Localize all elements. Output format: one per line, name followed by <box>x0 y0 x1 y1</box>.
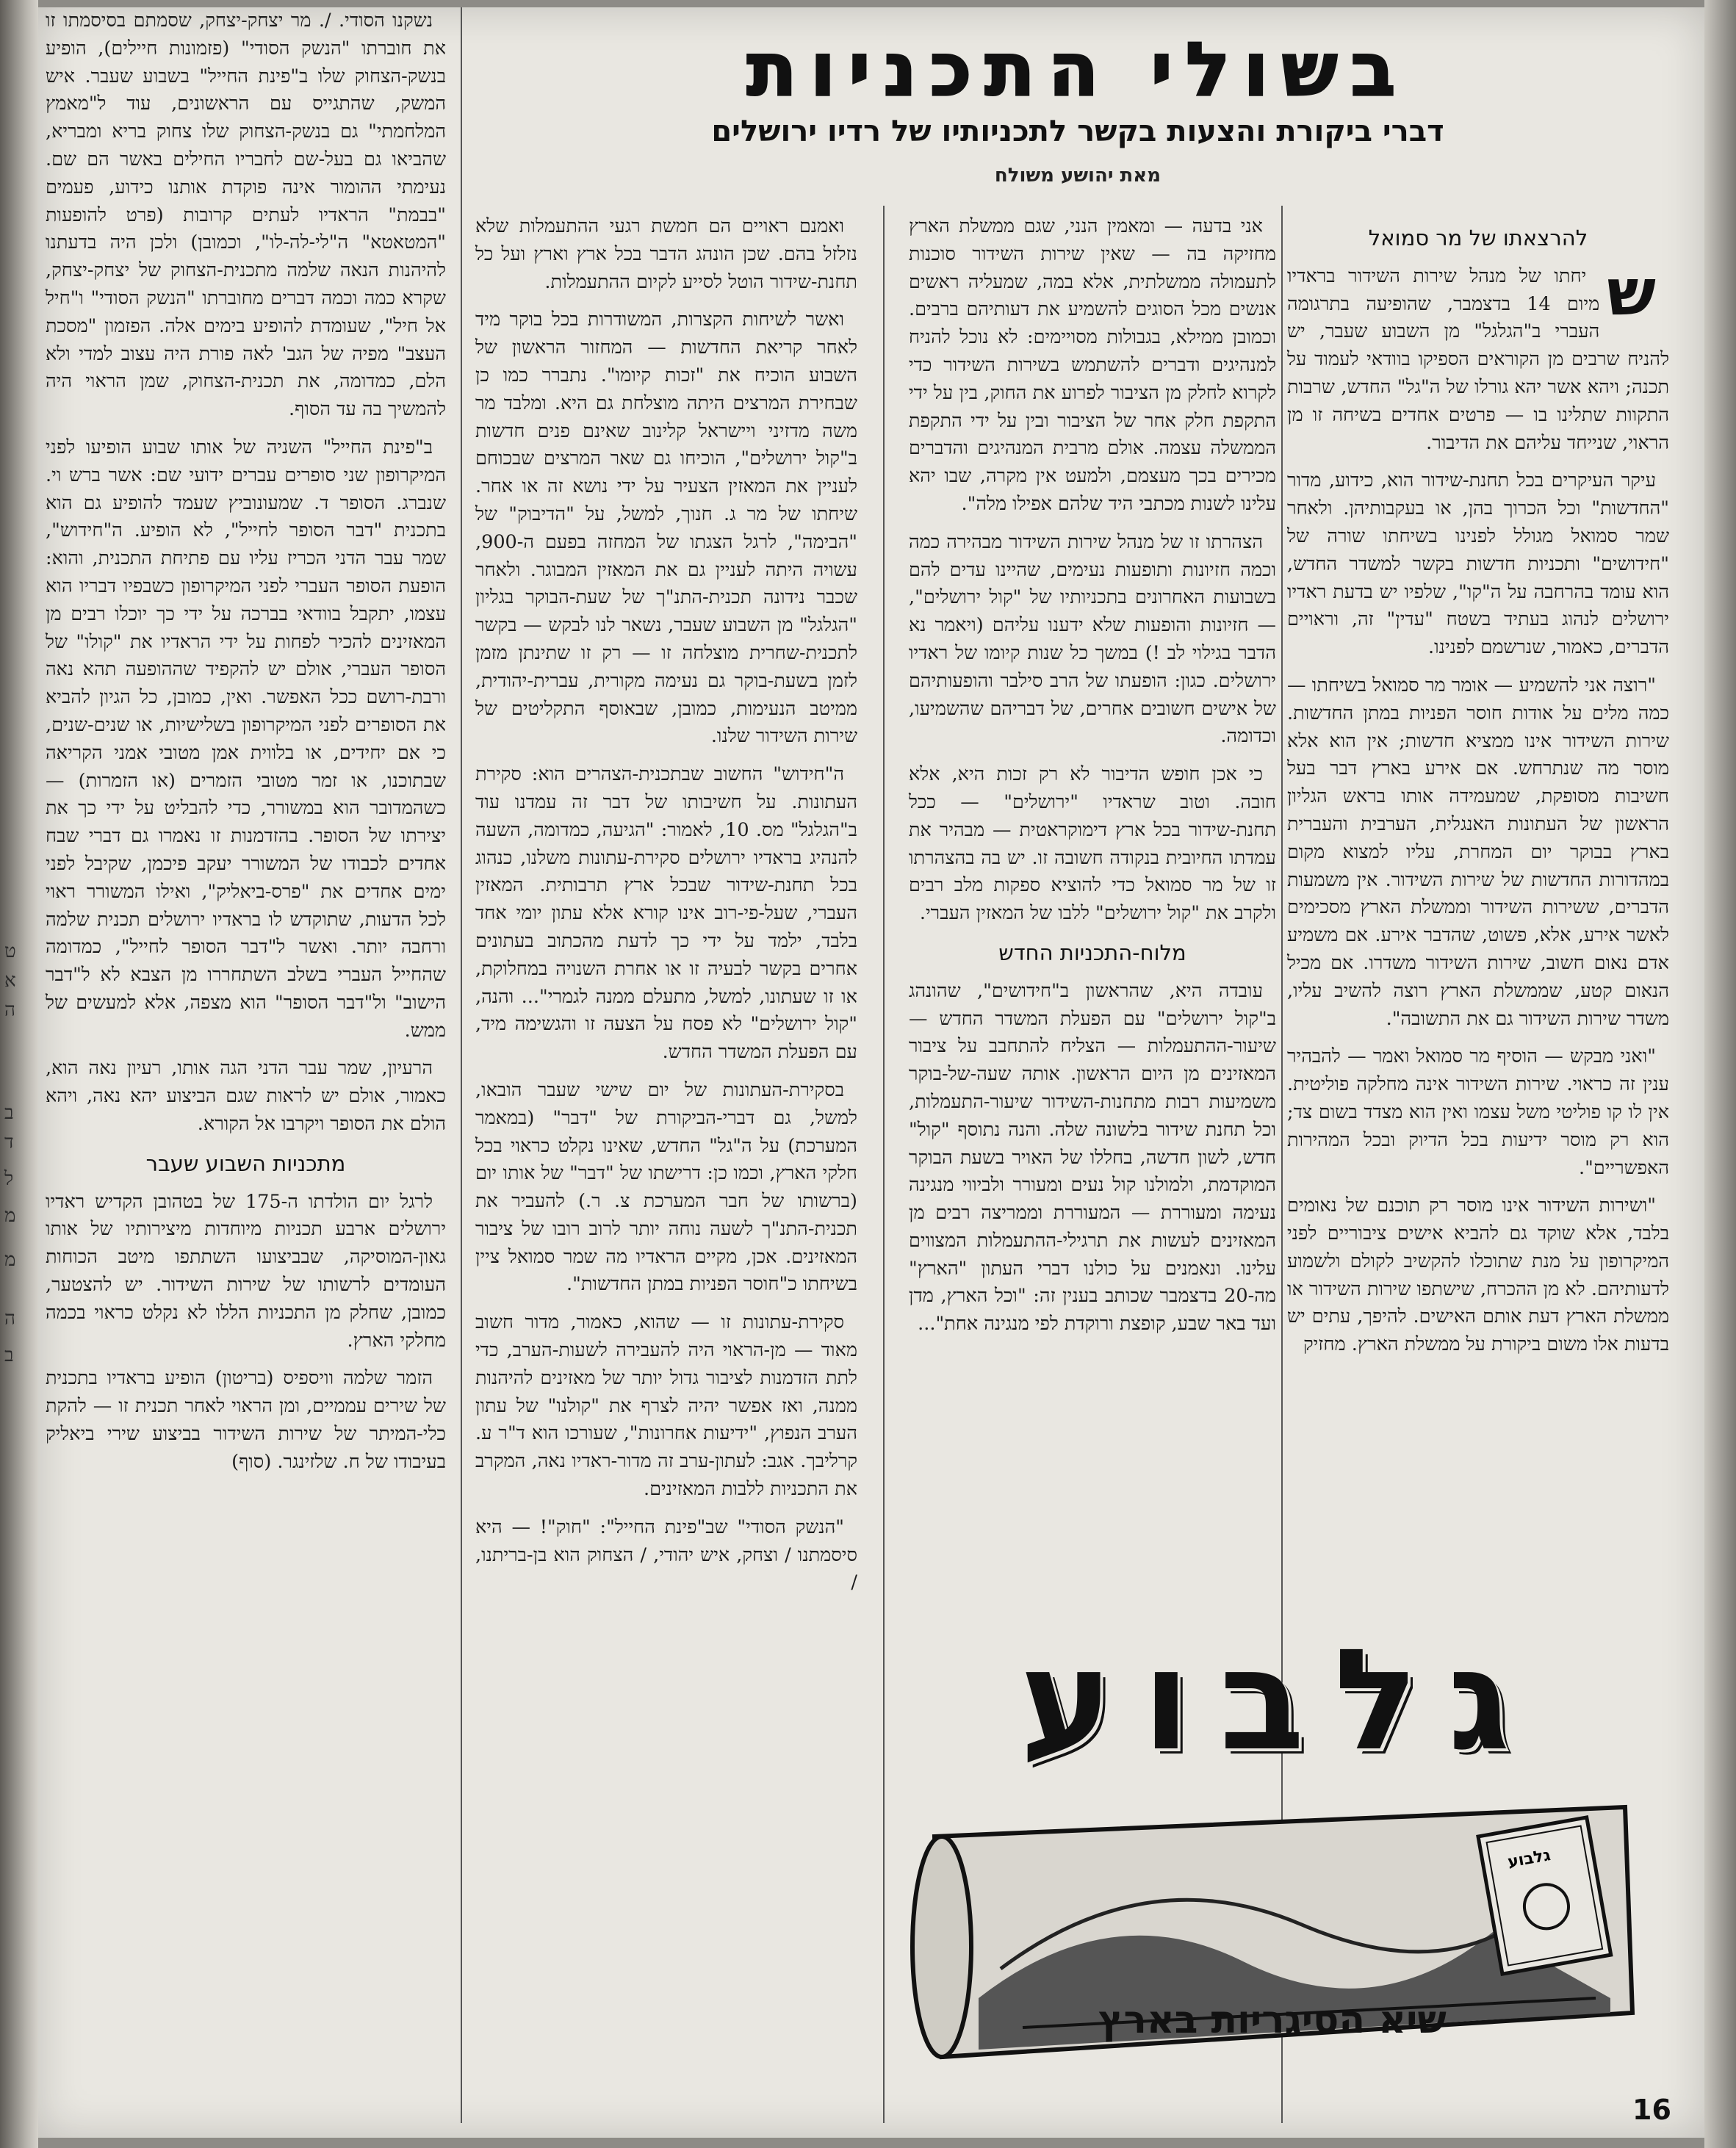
edge-fragment: מ <box>4 1205 16 1227</box>
section-heading: להרצאתו של מר סמואל <box>1368 226 1588 251</box>
paragraph: ה"חידוש" החשוב שבתכנית-הצהרים הוא: סקירת העתונות. על חשיבותו של דבר זה עמדנו עוד ב"הגלגל" מס. 10, לאמור: "הגיעה, כמדומה, השעה להנהיג בראדיו ירושלים סקירת-עתונות משלנו, כנהוג בכל תחנת-שידור שבכל ארץ תרבותית. המאזין העברי, שעל-פי-רוב אינו קורא אלא עתון יומי אחד בלבד, ילמד על ידי כך לדעת מהכתוב בעתונים אחרים בקשר לבעיה זו או אחרת השנויה במחלוקת, או זו שעתונו, למשל, מתעלם ממנה לגמרי"... והנה, "קול ירושלים" לא פסח על הצעה זו והגשימה מיד, עם הפעלת המשדר החדש. <box>475 763 857 1064</box>
paragraph: הזמר שלמה וויספיס (בריטון) הופיע בראדיו בתכנית של שירים עממיים, ומן הראוי לאחר תכנית זו — להקת כלי-המיתר של שירות השידור בביצוע שירי ביאליק בעיבודו של ח. שלזינגר. (סוף) <box>46 1367 446 1473</box>
paragraph: אני בדעה — ומאמין הנני, שגם ממשלת הארץ מחזיקה בה — שאין שירות השידור סוכנות לתעמולה ממשלתית, אלא במה, שמעליה ראשים אנשים מכל הסוגים להשמיע את דעותיהם ברבים. וכמובן ממילא, בגבולות מסויימים: לא נוכל להניח למנהיגים ודברים להשתמש בשירות השידור כדי לקרוא לחלק מן הציבור לפרוע את החוק, בין על ידי התקפת חלק אחר של הציבור ובין על ידי התקפת הממשלה עצמה. אולם מרבית המנהיגים והדברים מכירים בכך מעצמם, ולמעט אין מקרה, שבו יהא עלינו לשנות מכתבי היד שלהם אפילו מלה". <box>909 215 1276 515</box>
column-3 <box>475 213 857 1607</box>
paragraph: "ושירות השידור אינו מוסר רק תוכנם של נאומים בלבד, אלא שוקד גם להביא אישים ציבוריים לפני המיקרופון על מנת שתוכלו להקשיב לקולם ולשמוע לדעותיהם. לא מן ההכרח, שישתפו שירות השידור או ממשלת הארץ דעת אותם האישים. להיפך, עתים יש בדעות אלו משום ביקורת על ממשלת הארץ. מחזיק <box>1287 1194 1669 1356</box>
paragraph: ואמנם ראויים הם חמשת רגעי ההתעמלות שלא נזלזל בהם. שכן הונהג הדבר בכל ארץ וארץ ועל כל תחנת-שידור הוטל לסייע לקיום ההתעמלות. <box>475 215 857 293</box>
cigarette-advertisement <box>890 1616 1669 2094</box>
edge-fragment: ט <box>4 940 16 962</box>
magazine-page <box>38 7 1704 2138</box>
pack-label: גלבוע <box>1506 1846 1552 1872</box>
column-2 <box>909 213 1276 1349</box>
paragraph: עיקר העיקרים בכל תחנת-שידור הוא, כידוע, מדור "החדשות" וכל הכרוך בהן, או בעקבותיהן. ולאחר שמר סמואל מגולל לפנינו בשיחתו שורה של "חידושים" ותכניות חדשות בקשר למשדר החדש, הוא עומד בהרחבה על ה"קו", שלפיו יש בדעת ראדיו ירושלים לנהוג בעתיד בשטח "עדין" זה, וראויים הדברים, כאמור, שנרשמם לפנינו. <box>1287 469 1669 659</box>
paragraph: הצהרתו זו של מנהל שירות השידור מבהירה כמה וכמה חזיונות ותופעות נעימים, שהיינו עדים להם בשבועות האחרונים בתכניותיו של "קול ירושלים", — חזיונות והופעות שלא ידענו עליהם (ויאמר נא הדבר בגילוי לב !) במשך כל שנות קיומו של ראדיו ירושלים. כגון: הופעתו של הרב סילבר והופעותיהם של אישים חשובים אחרים, של דבריהם שהשמיעו, וכדומה. <box>909 530 1276 748</box>
paragraph: סקירת-עתונות זו — שהוא, כאמור, מדור חשוב מאוד — מן-הראוי היה להעבירה לשעות-הערב, כדי לתת הזדמנות לציבור גדול יותר של מאזינים להיהנות ממנה, ואז אפשר יהיה לצרף את "קולנו" של עתון הערב הנפוץ, "ידיעות אחרונות", שעורכו הוא ד"ר ע. קרליבך. אגב: לעתון-ערב זה מדור-ראדיו נאה, המקרב את התכניות ללבות המאזינים. <box>475 1311 857 1501</box>
edge-fragment: ב <box>4 1102 14 1124</box>
section-heading: מתכניות השבוע שעבר <box>145 1150 346 1176</box>
article-header <box>641 26 1515 187</box>
edge-fragment: ב <box>4 1344 14 1366</box>
drop-cap: ש <box>1607 253 1656 330</box>
paragraph: "הנשק הסודי" שב"פינת החייל": "חוק"! — היא סיסמתנו / וצחק, איש יהודי, / הצחוק הוא בן-בריתנו, / <box>475 1516 857 1594</box>
ad-slogan: שיא הסיגריות בארץ <box>1098 1998 1447 2042</box>
article-subtitle: דברי ביקורת והצעות בקשר לתכניותיו של רדיו ירושלים <box>711 115 1444 148</box>
previous-page-edge <box>0 0 38 2148</box>
column-1 <box>1287 213 1669 1369</box>
paragraph: בסקירת-העתונות של יום שישי שעבר הובאו, למשל, גם דברי-הביקורת של "דבר" (במאמר המערכת) על ה"גל" החדש, שאינו נקלט כראוי בכל חלקי הארץ, וכמו כן: דרישתו של "דבר" של אותו יום (ברשותו של חבר המערכת צ. ר.) להעביר את תכנית-התנ"ך לשעה נוחה יותר לרוב רובו של ציבור המאזינים. אכן, מקיים הראדיו מה שמר סמואל ציין בשיחתו כ"חוסר הפניות במתן החדשות". <box>475 1078 857 1296</box>
section-heading: מלוח-התכניות החדש <box>998 940 1186 965</box>
column-divider <box>461 7 462 2123</box>
edge-fragment: ד <box>4 1131 14 1153</box>
paragraph: ואשר לשיחות הקצרות, המשודרות בכל בוקר מיד לאחר קריאת החדשות — המחזור הראשון של השבוע הוכיח את "זכות קיומו". נתברר כמו כן שבחירת המרצים היתה מוצלחת גם היא. ומלבד מר משה מדזיני ויישראל קלינוב שאינם פנים חדשות ב"קול ירושלים", הוכיחו גם שאר המרצים שבכוחם לעניין את המאזין הצעיר על ידי נושא זה או אחר. שיחתו של מר ג. חנוך, למשל, על "הדיבוק" של "הבימה", לרגל הצגתו של המחזה בפעם ה-900, עשויה היתה לעניין גם את המאזין המבוגר. ולאחר שכבר נידונה תכנית-התנ"ך של שעת-הבוקר בגליון "הגלגל" מן השבוע שעבר, נשאר לנו לבקש — בקשר לתכנית-שחרית מוצלחה זו — רק זו שתינתן מזמן לזמן בשעת-בוקר גם נעימה מקורית, עברית-יהודית, ממיטב הנעימות, כמובן, שבאוסף התקליטים של שירות השידור שלנו. <box>475 309 857 748</box>
article-byline: מאת יהושע משולח <box>994 165 1161 187</box>
paragraph: לרגל יום הולדתו ה-175 של בטהובן הקדיש ראדיו ירושלים ארבע תכניות מיוחדות מיצירותיו של אותו גאון-המוסיקה, שבביצועו השתתפו מיטב הכוחות העומדים לרשותו של שירות השידור. יש להצטער, כמובן, שחלק מן התכניות הללו לא נקלט כראוי בכמה מחלקי הארץ. <box>46 1190 446 1352</box>
edge-fragment: ה <box>4 1308 15 1330</box>
edge-fragment: א <box>4 970 16 992</box>
edge-fragment: ל <box>4 1168 14 1190</box>
binding-edge <box>1704 0 1736 2148</box>
column-4 <box>46 7 446 1487</box>
column-divider <box>883 206 885 2123</box>
article-title: בשולי התכניות <box>746 26 1409 112</box>
paragraph: עובדה היא, שהראשון ב"חידושים", שהונהג ב"קול ירושלים" עם הפעלת המשדר החדש — שיעור-ההתעמלות — הצליח להתחבב על ציבור המאזינים מן היום הראשון. אותה שעה-של-בוקר משמיעות רבות מתחנות-השידור שיעור-התעמלות, וכל תחנת שידור בלשונה שלה. והנה נתוסף "קול" חדש, לשון חדשה, בחללו של האויר בשעת הבוקר המוקדמת, ולמולנו קול נעים ומעורר ולביווי מנגינה נעימה ומעוררת — המעוררת וממריצה רבים מן המאזינים לעשות את תרגילי-ההתעמלות המצווים עלינו. ונאמנים על כולנו דברי העתון "הארץ" מה-20 בדצמבר שכותב בענין זה: "וכל הארץ, מדן ועד באר שבע, קופצת ורוקדת לפי מנגינה אחת"... <box>909 979 1276 1336</box>
cigarette-pack <box>1478 1817 1611 1974</box>
edge-fragment: מ <box>4 1249 16 1271</box>
paragraph: "ואני מבקש — הוסיף מר סמואל ואמר — להבהיר ענין זה כראוי. שירות השידור אינה מחלקה פוליטית. אין לו קו פוליטי משל עצמו ואין הוא מצדד בשום צד; הוא רק מוסר ידיעות בכל הדיוק ובכל המהירות האפשריים". <box>1287 1045 1669 1179</box>
paragraph: יחתו של מנהל שירות השידור בראדיו מיום 14 בדצמבר, שהופיעה בתרגומה העברי ב"הגלגל" מן השבוע שעבר, יש להניח שרבים מן הקוראים הספיקו בוודאי לעמוד על תכנה; ויהא אשר יהא גורלו של ה"גל" החדש, שרבות התקוות שתלינו בו — פרטים אחדים בשיחה זו מן הראוי, שנייחד עליהם את הדיבור. <box>1287 264 1669 454</box>
paragraph: כי אכן חופש הדיבור לא רק זכות היא, אלא חובה. וטוב שראדיו "ירושלים" — ככל תחנת-שידור בכל ארץ דימוקראטית — מבהיר את עמדתו החיובית בנקודה חשובה זו. יש בה בהצהרתו זו של מר סמואל כדי להוציא ספקות מלב רבים ולקרב את "קול ירושלים" ללבו של המאזין העברי. <box>909 763 1276 925</box>
paragraph: ב"פינת החייל" השניה של אותו שבוע הופיעו לפני המיקרופון שני סופרים עברים ידועי שם: אשר ברש וי. שנברג. הסופר ד. שמעונוביץ שעמד להופיע גם הוא בתכנית "דבר הסופר לחייל", לא הופיע. ה"חידוש", שמר עבר הדני הכריז עליו עם פתיחת התכנית, והוא: הופעת הסופר העברי לפני המיקרופון כשבפיו דבריו הוא עצמו, יתקבל בוודאי בברכה על ידי כך יוכלו רבים מן המאזינים להכיר לפחות על ידי הראדיו את "קולו" של הסופר העברי, אולם יש להקפיד שההופעה תהא נאה ורבת-רושם ככל האפשר. ואין, כמובן, כל הגיון להביא את הסופרים לפני המיקרופון בשלישיות, או שנים-שנים, כי אם יחידים, או בלווית אמן מטובי אמני הקריאה שבתוכנו, או זמר מטובי הזמרים (או הזמרות) — כשהמדובר הוא במשורר, כדי להבליט על ידי כך את יצירתו של הסופר. בהזדמנות זו נאמרו גם דברי שבח אחדים לכבודו של המשורר יעקב פיכמן, שקיבל לפני ימים אחדים את "פרס-ביאליק", ואילו המשורר ראוי לכל הדעות, שתוקדש לו בראדיו ירושלים תכנית שלמה ורחבה יותר. ואשר ל"דבר הסופר לחייל", כמדומה שהחייל העברי בשלב השתחררו מן הצבא לא ל"דבר הישוב" ול"דבר הסופר" הוא מצפה, אלא למעשים של ממש. <box>46 436 446 1042</box>
paragraph: נשקנו הסודי. /. מר יצחק-יצחק, שסמתם בסיסמתו זו את חוברתו "הנשק הסודי" (פזמונות חיילים), הופיע בנשק-הצחוק שלו ב"פינת החייל" בשבוע שעבר. איש המשק, שהתגייס עם הראשונים, עוד ל"מאמץ המלחמתי" גם בנשק-הצחוק שלו צחוק בריא ומבריא, שהביאו גם בעל-שם לחבריו החילים באשר הם שם. נעימתי ההומור אינה פוקדת אותנו כידוע, פעמים "בבמת" הראדיו לעתים קרובות (פרט להופעות "המטאטא" ה"לי-לה-לו", וכמובן) ולכן היה בדעתנו להיהנות הנאה שלמה מתכנית-הצחוק של יצחק-יצחק, שקרא כמה וכמה דברים מחוברתו "הנשק הסודי" ו"חיל אל חיל", שעומדת להופיע בימים אלה. הפזמון "מסכת העצב" מפיה של הגב' לאה פורת היה עצוב למדי ולא הלם, כמדומה, את תכנית-הצחוק, שמן הראוי היה להמשיך בה עד הסוף. <box>46 10 446 421</box>
paragraph: הרעיון, שמר עבר הדני הגה אותו, רעיון נאה הוא, כאמור, אולם יש לראות שגם הביצוע יהא נאה, ויהא הולם את הסופר ויקרבו אל הקורא. <box>46 1057 446 1136</box>
ad-brand: גלבוע <box>1020 1619 1540 1781</box>
edge-fragment: ה <box>4 999 15 1021</box>
paragraph: "רוצה אני להשמיע — אומר מר סמואל בשיחתו — כמה מלים על אודות חוסר הפניות במתן החדשות. שירות השידור אינו ממציא חדשות; אין הוא אלא מוסר מה שנתרחש. אם אירע בארץ דבר בעל חשיבות מסופקת, שמעמידה אותו בראש הגליון הראשון של העתונות האנגלית, הערבית והעברית בארץ בבוקר יום המחרת, עליו למצוא מקום במהדורות החדשות של שירות השידור. אין משמעות הדברים, ששירות השידור וממשלת הארץ מסכימים לאשר אירע, אלא, פשוט, שהדבר אירע. אם משמיע אדם נאום חשוב, שירות השידור משדרו. אם מכיל הנאום קטע, שממשלת הארץ רוצה להשיב עליו, משדר שירות השידור גם את התשובה". <box>1287 674 1669 1030</box>
page-number: 16 <box>1632 2094 1671 2126</box>
